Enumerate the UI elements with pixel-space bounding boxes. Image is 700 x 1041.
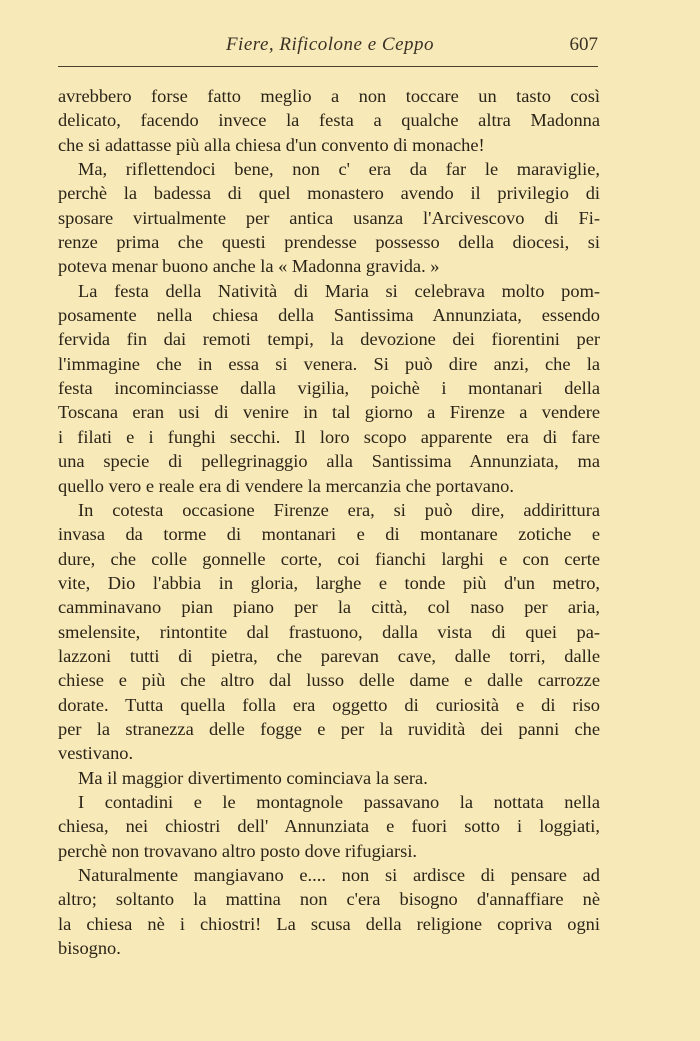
paragraph <box>58 498 600 766</box>
text-line: vestivano. <box>58 743 134 764</box>
text-line: sposare virtualmente per antica usanza l'Arcivescovo di Fi- <box>58 207 600 228</box>
text-line: I contadini e le montagnole passavano la nottata nella <box>78 791 600 812</box>
text-line: chiesa, nei chiostri dell' Annunziata e fuori sotto i loggiati, <box>58 816 600 837</box>
text-line: La festa della Natività di Maria si celebrava molto pom- <box>78 280 600 301</box>
text-line: Ma, riflettendoci bene, non c' era da far le maraviglie, <box>78 159 600 180</box>
paragraph <box>58 279 600 498</box>
text-line: fervida fin dai remoti tempi, la devozione dei fiorentini per <box>58 329 600 350</box>
text-line: altro; soltanto la mattina non c'era bisogno d'annaffiare nè <box>58 889 600 910</box>
text-line: la chiesa nè i chiostri! La scusa della religione copriva ogni <box>58 913 600 934</box>
paragraph <box>58 790 600 863</box>
text-line: delicato, facendo invece la festa a qualche altra Madonna <box>58 110 600 131</box>
text-line: posamente nella chiesa della Santissima Annunziata, essendo <box>58 305 600 326</box>
text-line: bisogno. <box>58 938 121 959</box>
header-rule <box>58 66 598 67</box>
text-line: dorate. Tutta quella folla era oggetto di curiosità e di riso <box>58 694 600 715</box>
text-line: vite, Dio l'abbia in gloria, larghe e tonde più d'un metro, <box>58 572 600 593</box>
text-line: dure, che colle gonnelle corte, coi fianchi larghi e con certe <box>58 548 600 569</box>
text-line: che si adattasse più alla chiesa d'un convento di monache! <box>58 134 485 155</box>
text-line: lazzoni tutti di pietra, che parevan cave, dalle torri, dalle <box>58 645 600 666</box>
paragraph <box>58 84 600 157</box>
text-line: renze prima che questi prendesse possesso della diocesi, si <box>58 232 600 253</box>
text-line: una specie di pellegrinaggio alla Santissima Annunziata, ma <box>58 451 600 472</box>
text-line: chiese e più che altro dal lusso delle dame e dalle carrozze <box>58 670 600 691</box>
text-line: i filati e i funghi secchi. Il loro scopo apparente era di fare <box>58 426 600 447</box>
text-line: poteva menar buono anche la « Madonna gravida. » <box>58 256 440 277</box>
paragraph <box>58 766 600 790</box>
running-title: Fiere, Rificolone e Ceppo <box>225 34 435 55</box>
paragraph <box>58 157 600 279</box>
text-line: In cotesta occasione Firenze era, si può dire, addirittura <box>78 499 600 520</box>
text-line: festa incominciasse dalla vigilia, poichè i montanari della <box>58 378 600 399</box>
text-line: smelensite, rintontite dal frastuono, dalla vista di quei pa- <box>58 621 600 642</box>
text-line: Ma il maggior divertimento cominciava la sera. <box>78 767 428 788</box>
text-line: perchè non trovavano altro posto dove rifugiarsi. <box>58 840 418 861</box>
text-line: camminavano pian piano per la città, col naso per aria, <box>58 597 600 618</box>
text-line: per la stranezza delle fogge e per la ruvidità dei panni che <box>58 718 600 739</box>
text-line: avrebbero forse fatto meglio a non toccare un tasto così <box>58 86 600 106</box>
text-line: l'immagine che in essa si venera. Si può dire anzi, che la <box>58 353 600 374</box>
page-number: 607 <box>569 34 598 55</box>
text-line: quello vero e reale era di vendere la mercanzia che portavano. <box>58 475 514 496</box>
text-line: Toscana eran usi di venire in tal giorno a Firenze a vendere <box>58 402 600 423</box>
text-line: Naturalmente mangiavano e.... non si ardisce di pensare ad <box>78 865 600 885</box>
text-line: perchè la badessa di quel monastero avendo il privilegio di <box>58 183 600 204</box>
body-text <box>58 84 600 960</box>
text-line: invasa da torme di montanari e di montanare zotiche e <box>58 524 600 545</box>
paragraph <box>58 863 600 960</box>
